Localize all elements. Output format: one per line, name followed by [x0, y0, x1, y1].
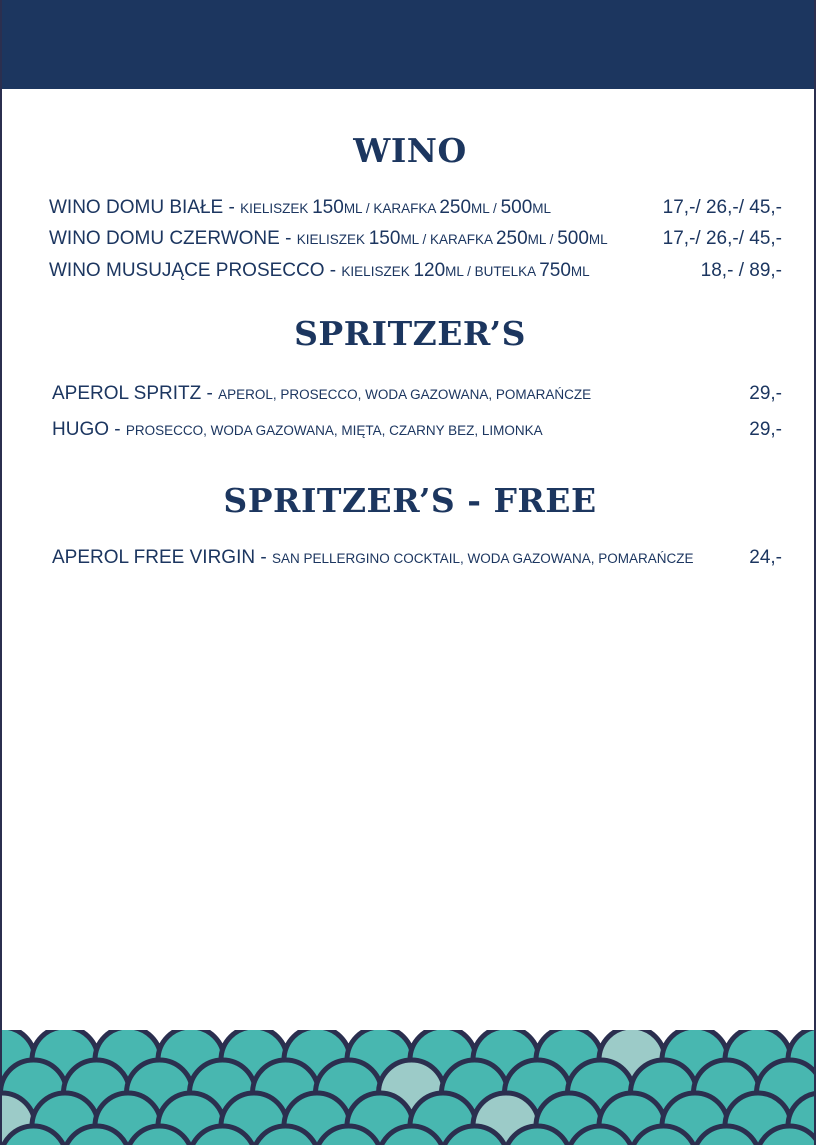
detail-part: ML / KARAFKA [400, 232, 496, 247]
menu-item-name: HUGO [52, 419, 109, 440]
menu-item-text [52, 544, 694, 573]
detail-volume: 250 [439, 197, 472, 218]
fish-scale-wave-pattern [2, 1030, 816, 1145]
menu-item-detail: APEROL, PROSECCO, WODA GAZOWANA, POMARAŃCZE [218, 387, 592, 402]
detail-volume: 250 [495, 228, 528, 249]
section-title-wino: WINO [353, 131, 467, 170]
detail-part: ML / [527, 232, 558, 247]
section-title-spritzers: SPRITZER’S [294, 314, 526, 353]
detail-part: KIELISZEK [240, 201, 313, 216]
menu-item-price: 17,-/ 26,-/ 45,- [662, 228, 782, 249]
detail-volume: 500 [557, 228, 589, 249]
menu-item-detail: PROSECCO, WODA GAZOWANA, MIĘTA, CZARNY BEZ, LIMONKA [125, 423, 543, 438]
menu-item-row [2, 225, 816, 253]
menu-item-row [2, 416, 816, 444]
menu-item-name: APEROL SPRITZ [52, 383, 202, 404]
menu-item-name: WINO DOMU CZERWONE [49, 228, 280, 249]
menu-item-detail [341, 260, 590, 281]
menu-item-separator: - [223, 197, 241, 218]
menu-item-separator: - [109, 419, 126, 440]
detail-part: ML / BUTELKA [445, 264, 540, 279]
menu-item-row [2, 257, 816, 285]
menu-item-row [2, 194, 816, 222]
section-title-spritzers-free: SPRITZER’S - FREE [223, 481, 597, 520]
menu-item-price: 18,- / 89,- [700, 260, 782, 281]
detail-part: KIELISZEK [341, 264, 414, 279]
menu-item-text [49, 225, 608, 254]
detail-part: ML / KARAFKA [343, 201, 440, 216]
menu-item-name: APEROL FREE VIRGIN [52, 547, 256, 568]
detail-volume: 750 [539, 260, 571, 281]
menu-item-detail [296, 228, 608, 249]
menu-item-separator: - [201, 383, 219, 404]
menu-item-price: 24,- [749, 547, 782, 568]
menu-item-row [2, 380, 816, 408]
menu-item-price: 29,- [749, 419, 782, 440]
detail-part: KIELISZEK [296, 232, 369, 247]
menu-item-row [2, 544, 816, 572]
menu-item-separator: - [324, 260, 342, 281]
detail-part: ML [570, 264, 590, 279]
detail-volume: 120 [413, 260, 446, 281]
menu-item-detail [240, 197, 552, 218]
menu-item-name: WINO DOMU BIAŁE [49, 197, 224, 218]
detail-part: ML / [471, 201, 501, 216]
menu-item-text [49, 257, 590, 286]
detail-volume: 500 [500, 197, 533, 218]
menu-item-price: 29,- [749, 383, 782, 404]
menu-item-text [52, 380, 591, 409]
menu-item-price: 17,-/ 26,-/ 45,- [662, 197, 782, 218]
detail-part: ML [588, 232, 608, 247]
top-banner [2, 0, 816, 89]
detail-part: ML [532, 201, 552, 216]
menu-item-name: WINO MUSUJĄCE PROSECCO [49, 260, 325, 281]
menu-item-separator: - [279, 228, 297, 249]
menu-item-detail: SAN PELLERGINO COCKTAIL, WODA GAZOWANA, POMARAŃCZE [271, 551, 694, 566]
menu-item-text [52, 416, 543, 445]
detail-volume: 150 [312, 197, 344, 218]
menu-item-text [49, 194, 551, 223]
detail-volume: 150 [368, 228, 401, 249]
menu-item-separator: - [255, 547, 272, 568]
